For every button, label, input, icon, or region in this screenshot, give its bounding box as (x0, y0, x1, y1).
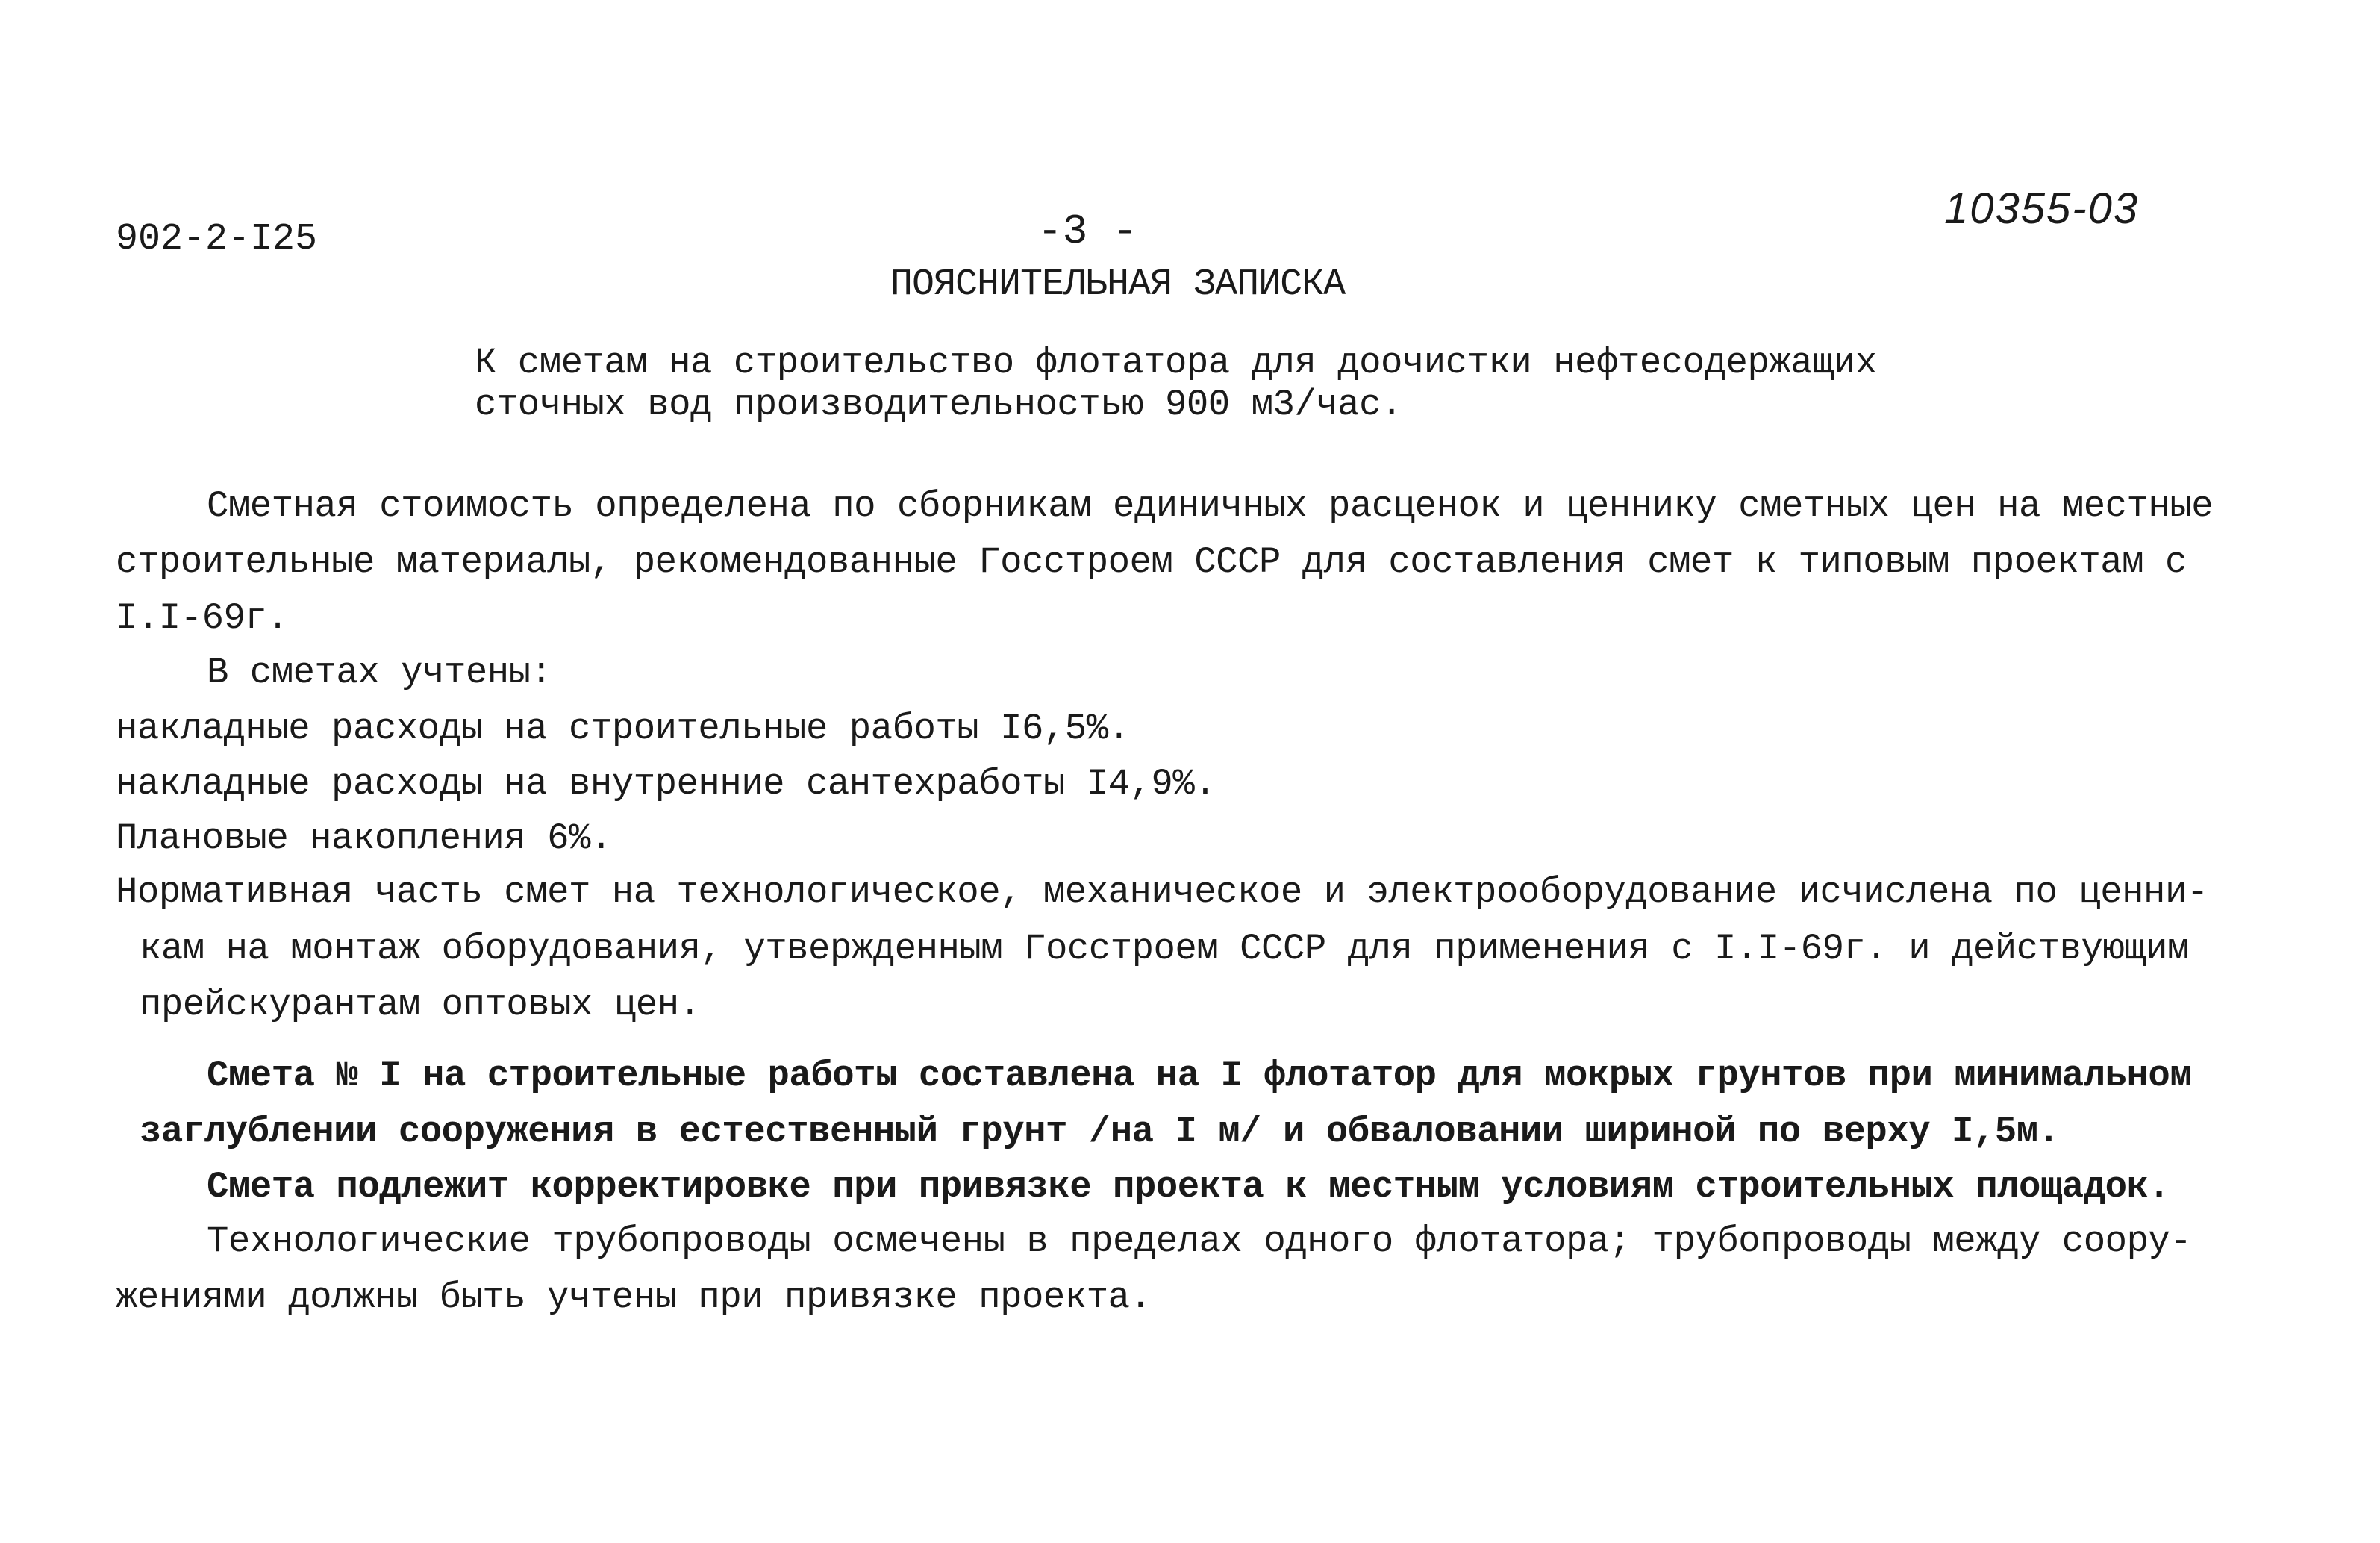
paragraph-1-line-1: Сметная стоимость определена по сборникам единичных расценок и ценнику сметных цен на местные (207, 485, 2214, 527)
paragraph-7-line-2: заглублении сооружения в естественный грунт /на I м/ и обваловании шириной по верху I,5м. (140, 1111, 2060, 1153)
paragraph-3: накладные расходы на строительные работы I6,5%. (116, 708, 1130, 749)
paragraph-8: Смета подлежит корректировке при привязке проекта к местным условиям строительных площадок. (207, 1166, 2170, 1208)
paragraph-2: В сметах учтены: (207, 652, 552, 693)
paragraph-5: Плановые накопления 6%. (116, 817, 612, 859)
archive-number-handwritten: 10355-03 (1944, 184, 2140, 233)
paragraph-1-line-2: строительные материалы, рекомендованные Госстроем СССР для составления смет к типовым проектам с (116, 541, 2187, 583)
document-code: 902-2-I25 (116, 218, 318, 261)
paragraph-4: накладные расходы на внутренние сантехработы I4,9%. (116, 763, 1216, 805)
paragraph-6-line-2: кам на монтаж оборудования, утвержденным Госстроем СССР для применения с I.I-69г. и действующим (140, 928, 2189, 970)
paragraph-1-line-3: I.I-69г. (116, 597, 289, 639)
document-title: ПОЯСНИТЕЛЬНАЯ ЗАПИСКА (890, 264, 1346, 306)
document-subtitle (475, 342, 1877, 426)
paragraph-6-line-1: Нормативная часть смет на технологическое, механическое и электрооборудование исчислена по ценни- (116, 871, 2208, 913)
paragraph-9-line-2: жениями должны быть учтены при привязке проекта. (116, 1277, 1152, 1318)
paragraph-6-line-3: прейскурантам оптовых цен. (140, 984, 701, 1026)
page-number: -3 - (1037, 208, 1138, 255)
paragraph-7-line-1: Смета № I на строительные работы составлена на I флотатор для мокрых грунтов при минимальном (207, 1055, 2192, 1097)
paragraph-9-line-1: Технологические трубопроводы осмечены в пределах одного флотатора; трубопроводы между соору- (207, 1221, 2192, 1262)
subtitle-line-1: К сметам на строительство флотатора для доочистки нефтесодержащих (475, 342, 1877, 384)
subtitle-line-2: сточных вод производительностью 900 м3/час. (475, 384, 1402, 426)
